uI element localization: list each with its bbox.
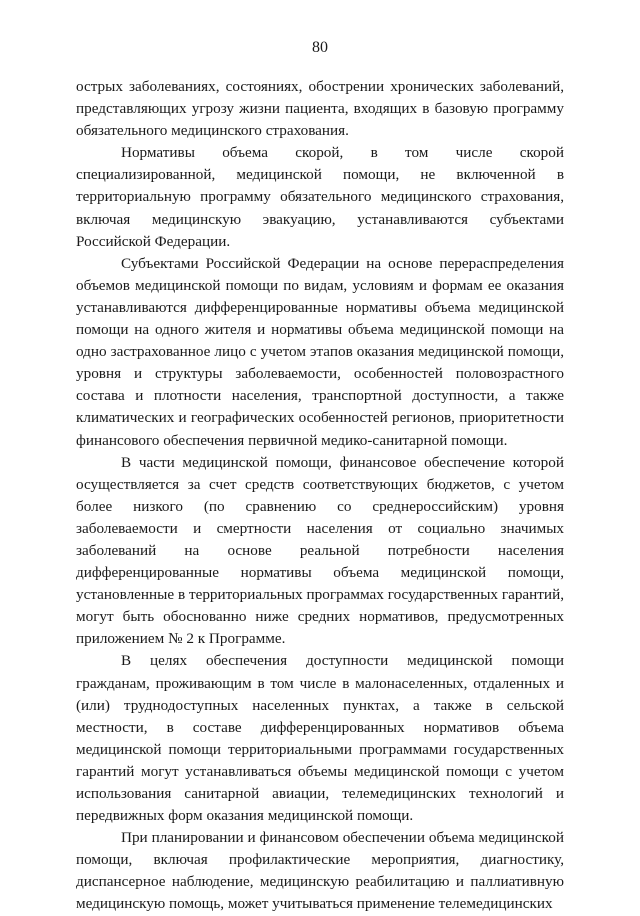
document-page [76, 38, 564, 916]
paragraph-3: Субъектами Российской Федерации на основе перераспределения объемов медицинской помощи по видам, условиям и формам ее оказания устанавливаются дифференцированные нормативы объема медицинской помощи на одного жителя и нормативы объема медицинской помощи на одно застрахованное лицо с учетом этапов оказания медицинской помощи, уровня и структуры заболеваемости, особенностей половозрастного состава и плотности населения, транспортной доступности, а также климатических и географических особенностей регионов, приоритетности финансового обеспечения первичной медико-санитарной помощи. [76, 254, 564, 449]
page-number: 80 [312, 39, 328, 56]
paragraph-1: острых заболеваниях, состояниях, обострении хронических заболеваний, представляющих угрозу жизни пациента, входящих в базовую программу обязательного медицинского страхования. [76, 78, 564, 140]
paragraph-4: В части медицинской помощи, финансовое обеспечение которой осуществляется за счет средств соответствующих бюджетов, с учетом более низкого (по сравнению со среднероссийским) уровня заболеваемости и смертности населения от социально значимых заболеваний на основе реальной потребности населения дифференцированные нормативы объема медицинской помощи, установленные в территориальных программах государственных гарантий, могут быть обоснованно ниже средних нормативов, предусмотренных приложением № 2 к Программе. [76, 453, 564, 648]
paragraph-2: Нормативы объема скорой, в том числе скорой специализированной, медицинской помощи, не включенной в территориальную программу обязательного медицинского страхования, включая медицинскую эвакуацию, устанавливаются субъектами Российской Федерации. [76, 144, 564, 250]
paragraph-6: При планировании и финансовом обеспечении объема медицинской помощи, включая профилактические мероприятия, диагностику, диспансерное наблюдение, медицинскую реабилитацию и паллиативную медицинскую помощь, может учитываться применение телемедицинских [76, 829, 564, 913]
paragraph-5: В целях обеспечения доступности медицинской помощи гражданам, проживающим в том числе в малонаселенных, отдаленных и (или) труднодоступных населенных пунктах, а также в сельской местности, в составе дифференцированных нормативов объема медицинской помощи территориальными программами государственных гарантий могут устанавливаться объемы медицинской помощи с учетом использования санитарной авиации, телемедицинских технологий и передвижных форм оказания медицинской помощи. [76, 652, 564, 825]
